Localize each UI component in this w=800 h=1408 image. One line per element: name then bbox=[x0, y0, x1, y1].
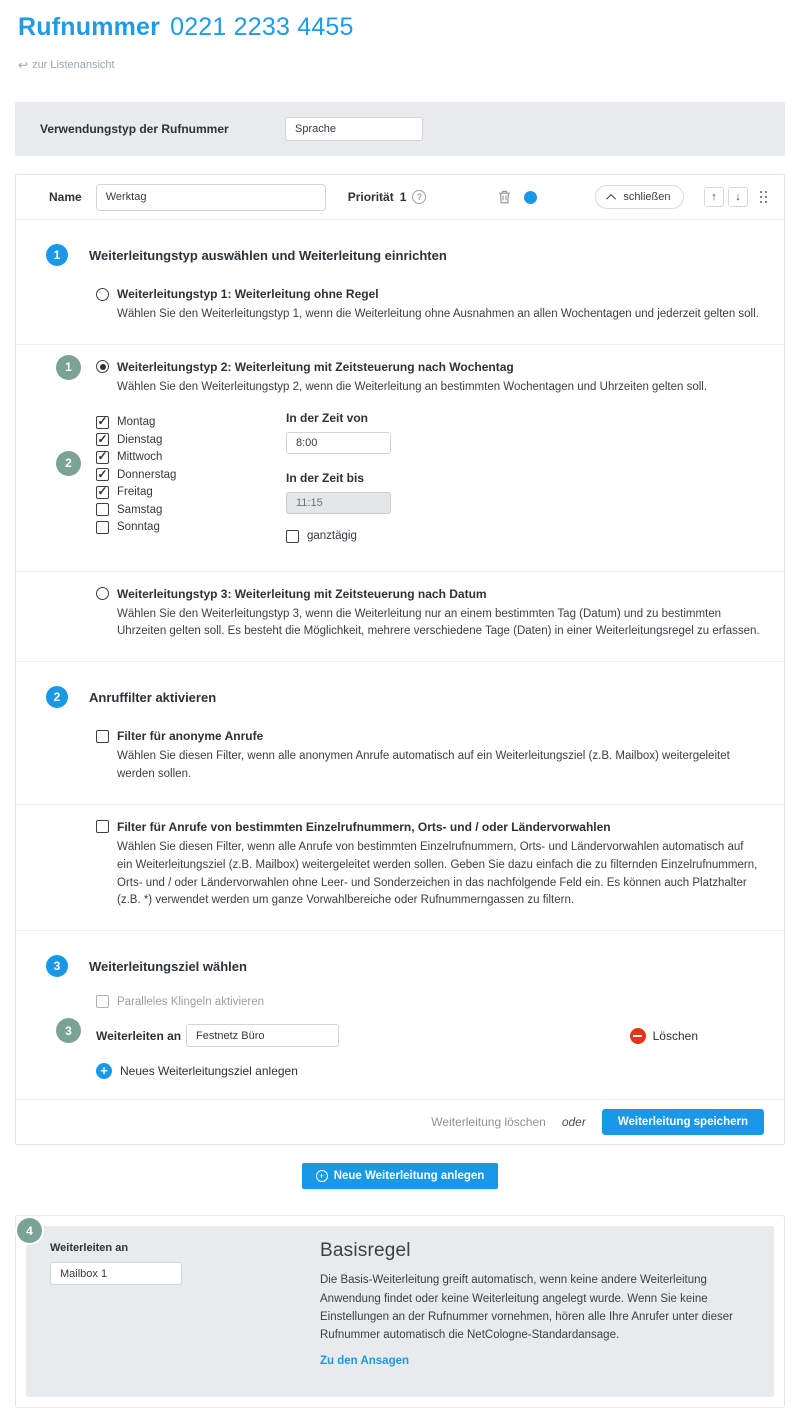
delete-target-label: Löschen bbox=[652, 1028, 698, 1043]
type1-radio[interactable] bbox=[96, 288, 109, 301]
base-rule-info bbox=[320, 1240, 750, 1367]
section1-title: Weiterleitungstyp auswählen und Weiterleitung einrichten bbox=[89, 247, 447, 263]
save-forwarding-button[interactable]: Weiterleitung speichern bbox=[602, 1109, 764, 1135]
section3-header bbox=[16, 931, 784, 983]
back-link-label: zur Listenansicht bbox=[32, 59, 115, 71]
weekday-label: Freitag bbox=[117, 486, 153, 499]
usage-type-label: Verwendungstyp der Rufnummer bbox=[40, 122, 229, 136]
priority-value: 1 bbox=[399, 190, 407, 204]
base-rule-description: Die Basis-Weiterleitung greift automatisch, wenn keine andere Weiterleitung Anwendung findet oder keine Weiterleitung angelegt wurde. Wenn Sie keine Einstellungen an der Rufnummer vornehmen, hören alle Ihre Anrufer unter dieser Rufnummer automatisch die NetCologne-Standardansage. bbox=[320, 1274, 733, 1342]
type2-label: Weiterleitungstyp 2: Weiterleitung mit Zeitsteuerung nach Wochentag bbox=[117, 359, 514, 374]
move-down-button[interactable]: ↓ bbox=[728, 187, 748, 207]
priority-label: Priorität bbox=[347, 190, 394, 204]
type3-label: Weiterleitungstyp 3: Weiterleitung mit Zeitsteuerung nach Datum bbox=[117, 586, 487, 601]
base-rule-panel bbox=[26, 1223, 774, 1397]
rule-card-header bbox=[16, 175, 784, 220]
section2-header bbox=[16, 662, 784, 714]
rule-name-label: Name bbox=[49, 190, 82, 204]
drag-handle-icon[interactable] bbox=[760, 191, 768, 203]
weekday-row bbox=[96, 416, 286, 429]
number-filter-label: Filter für Anrufe von bestimmten Einzelrufnummern, Orts- und / oder Ländervorwahlen bbox=[117, 819, 611, 834]
base-rule-card bbox=[15, 1215, 785, 1408]
forwarding-target-row bbox=[16, 1012, 784, 1051]
plus-circle-icon: + bbox=[96, 1063, 112, 1079]
anonymous-filter-label: Filter für anonyme Anrufe bbox=[117, 729, 264, 744]
forwarding-type2-option bbox=[16, 345, 784, 409]
checkbox-freitag[interactable] bbox=[96, 486, 109, 499]
weekday-row bbox=[96, 486, 286, 499]
allday-row bbox=[286, 530, 357, 543]
type1-description: Wählen Sie den Weiterleitungstyp 1, wenn die Weiterleitung ohne Ausnahmen an allen Wochentagen und jederzeit gelten soll. bbox=[117, 308, 759, 320]
add-target-label: Neues Weiterleitungsziel anlegen bbox=[120, 1064, 298, 1079]
section1-header bbox=[16, 220, 784, 272]
collapse-label: schließen bbox=[623, 191, 671, 203]
time-to-label: In der Zeit bis bbox=[286, 470, 365, 485]
section3-title: Weiterleitungsziel wählen bbox=[89, 958, 247, 974]
delete-target-button[interactable] bbox=[630, 1028, 698, 1044]
checkbox-ganztaegig[interactable] bbox=[286, 530, 299, 543]
announcements-link[interactable]: Zu den Ansagen bbox=[320, 1354, 410, 1367]
forward-to-label: Weiterleiten an bbox=[96, 1028, 182, 1043]
weekday-row bbox=[96, 433, 286, 446]
type2-description: Wählen Sie den Weiterleitungstyp 2, wenn die Weiterleitung an bestimmten Wochentagen und Uhrzeiten gelten soll. bbox=[117, 380, 708, 393]
base-rule-target bbox=[50, 1240, 320, 1367]
weekday-label: Dienstag bbox=[117, 433, 163, 446]
checkbox-mittwoch[interactable] bbox=[96, 451, 109, 464]
time-from-input[interactable] bbox=[286, 432, 391, 454]
priority-help-icon[interactable]: ? bbox=[412, 190, 426, 204]
checkbox-parallel-ringing[interactable] bbox=[96, 995, 109, 1008]
checkbox-anonymous-filter[interactable] bbox=[96, 730, 109, 743]
weekday-row bbox=[96, 521, 286, 534]
annotation-badge-2: 2 bbox=[56, 451, 81, 476]
checkbox-donnerstag[interactable] bbox=[96, 468, 109, 481]
rule-active-toggle[interactable] bbox=[524, 191, 537, 204]
plus-outline-icon: + bbox=[316, 1170, 328, 1182]
move-up-button[interactable]: ↑ bbox=[704, 187, 724, 207]
type3-radio[interactable] bbox=[96, 587, 109, 600]
or-label: oder bbox=[561, 1115, 586, 1130]
weekday-list bbox=[96, 411, 286, 543]
checkbox-samstag[interactable] bbox=[96, 503, 109, 516]
annotation-badge-1: 1 bbox=[56, 355, 81, 380]
time-from-label: In der Zeit von bbox=[286, 410, 369, 425]
checkbox-number-filter[interactable] bbox=[96, 820, 109, 833]
forwarding-rule-card bbox=[15, 174, 785, 1145]
number-filter-option bbox=[16, 805, 784, 922]
anonymous-filter-description: Wählen Sie diesen Filter, wenn alle anonymen Anrufe automatisch auf ein Weiterleitungsziel (z.B. Mailbox) weitergeleitet werden sollen. bbox=[117, 750, 730, 781]
base-forward-to-label: Weiterleiten an bbox=[50, 1242, 129, 1255]
type3-description: Wählen Sie den Weiterleitungstyp 3, wenn die Weiterleitung nur an einem bestimmten Tag (Datum) und zu bestimmten Uhrzeiten gelten soll. Es besteht die Möglichkeit, mehrere verschiedene Tage (Daten) in einer Weiterleitungsregel zu erfassen. bbox=[117, 607, 760, 638]
forwarding-type1-option bbox=[16, 272, 784, 336]
usage-type-input[interactable] bbox=[285, 117, 423, 141]
checkbox-montag[interactable] bbox=[96, 416, 109, 429]
annotation-badge-4: 4 bbox=[17, 1218, 42, 1243]
section3-number-badge: 3 bbox=[46, 955, 68, 977]
delete-forwarding-link[interactable]: Weiterleitung löschen bbox=[431, 1115, 546, 1130]
section1-number-badge: 1 bbox=[46, 244, 68, 266]
page-header bbox=[0, 8, 800, 42]
annotation-badge-3: 3 bbox=[56, 1018, 81, 1043]
weekday-row bbox=[96, 468, 286, 481]
weekday-row bbox=[96, 451, 286, 464]
type1-label: Weiterleitungstyp 1: Weiterleitung ohne Regel bbox=[117, 287, 379, 301]
rule-card-footer bbox=[16, 1099, 784, 1144]
page-title bbox=[18, 12, 782, 42]
parallel-ringing-row bbox=[16, 983, 784, 1012]
weekday-label: Montag bbox=[117, 416, 156, 429]
checkbox-sonntag[interactable] bbox=[96, 521, 109, 534]
base-rule-title: Basisregel bbox=[320, 1240, 411, 1262]
usage-type-panel bbox=[15, 102, 785, 156]
phone-number: 0221 2233 4455 bbox=[170, 13, 354, 41]
anonymous-filter-option bbox=[16, 714, 784, 796]
allday-label: ganztägig bbox=[307, 530, 357, 543]
weekday-row bbox=[96, 503, 286, 516]
section2-title: Anruffilter aktivieren bbox=[89, 689, 217, 705]
time-to-input[interactable] bbox=[286, 492, 391, 514]
minus-circle-icon bbox=[630, 1028, 646, 1044]
new-forwarding-label: Neue Weiterleitung anlegen bbox=[333, 1170, 485, 1183]
new-forwarding-button[interactable] bbox=[302, 1163, 499, 1189]
weekday-label: Samstag bbox=[117, 503, 163, 516]
weekday-label: Donnerstag bbox=[117, 468, 177, 481]
parallel-ringing-label: Paralleles Klingeln aktivieren bbox=[117, 995, 265, 1008]
page-title-label: Rufnummer bbox=[18, 13, 161, 41]
forward-to-input[interactable] bbox=[186, 1024, 339, 1047]
time-range-column bbox=[286, 411, 391, 543]
weekday-label: Sonntag bbox=[117, 521, 160, 534]
add-target-button[interactable] bbox=[16, 1051, 784, 1099]
type2-radio[interactable] bbox=[96, 360, 109, 373]
weekday-label: Mittwoch bbox=[117, 451, 163, 464]
number-filter-description: Wählen Sie diesen Filter, wenn alle Anrufe von bestimmten Einzelrufnummern, Orts- und Ländervorwahlen automatisch auf ein Weiterleitungsziel (z.B. Mailbox) weitergeleitet werden sollen. Geben Sie dazu einfach die zu filternden Einzelrufnummern, Orts- und / oder Ländervorwahlen ohne Leer- und Sonderzeichen in das nachfolgende Feld ein. Es können auch Platzhalter (z.B. *) verwendet werden um ganze Vorwahlbereiche oder Rufnummerngassen zu filtern. bbox=[117, 840, 758, 907]
rule-name-input[interactable] bbox=[96, 184, 326, 211]
section2-number-badge: 2 bbox=[46, 686, 68, 708]
back-to-list-link[interactable] bbox=[18, 58, 115, 72]
chevron-up-icon bbox=[607, 193, 617, 203]
return-arrow-icon: ↩ bbox=[18, 58, 29, 72]
collapse-button[interactable] bbox=[595, 185, 684, 209]
forwarding-type3-option bbox=[16, 572, 784, 654]
checkbox-dienstag[interactable] bbox=[96, 433, 109, 446]
base-forward-to-input[interactable] bbox=[50, 1262, 182, 1285]
delete-rule-icon[interactable] bbox=[498, 190, 511, 204]
weekday-time-block bbox=[16, 409, 784, 563]
